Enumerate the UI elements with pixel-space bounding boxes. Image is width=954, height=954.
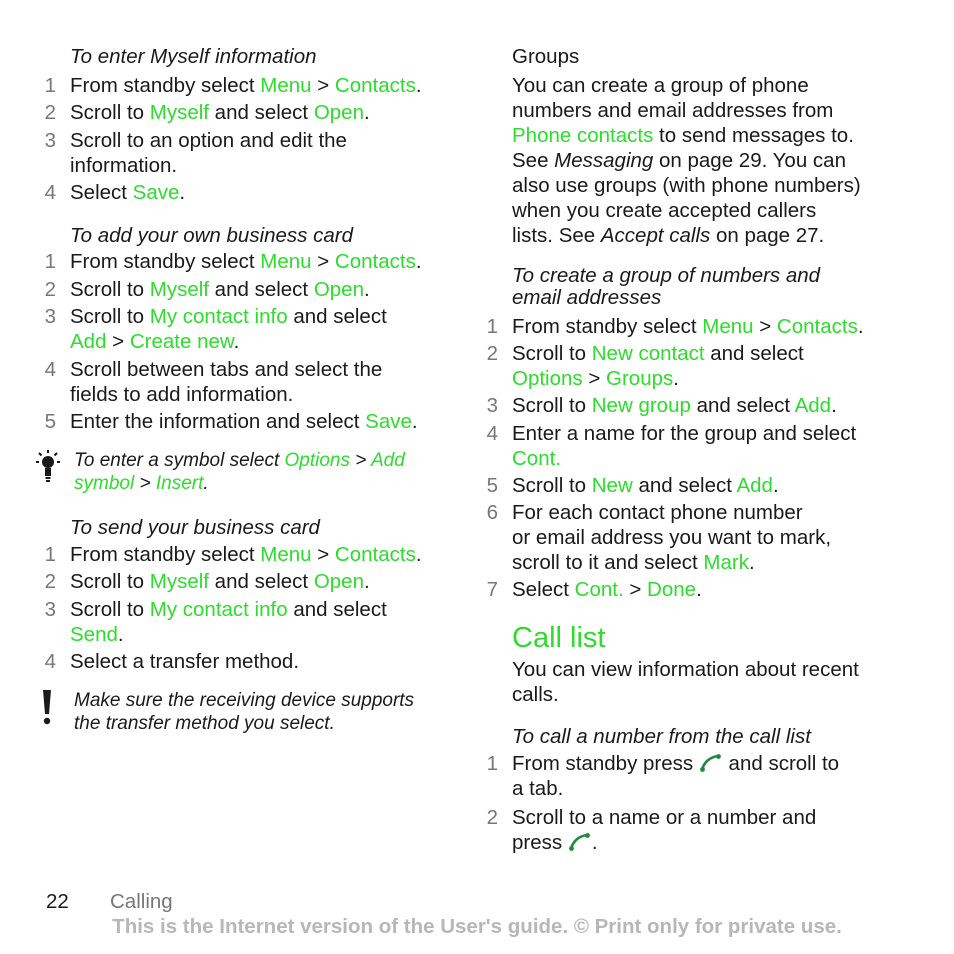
punct: . [696,578,702,601]
note-text: Make sure the receiving device supports [74,690,415,711]
phone-contacts-link: Phone contacts [512,124,654,147]
step-number: 1 [44,250,56,273]
call-list-paragraph [512,657,859,707]
myself-link: Myself [149,570,209,593]
step-text: Enter a name for the group and select [512,422,857,445]
punct: . [415,250,422,273]
step-text: and select [704,342,804,365]
step-text: Scroll to [70,305,150,328]
warning-note [74,689,414,735]
call-list-title: Call list [512,622,606,654]
mark-link: Mark [703,551,749,574]
new-contact-link: New contact [591,342,705,365]
call-key-icon [699,754,723,772]
step-text: Scroll to a name or a number and [512,806,817,829]
step-text: and select [287,305,387,328]
punct: . [233,330,240,353]
open-link: Open [313,278,364,301]
punct: . [411,410,418,433]
step-text: fields to add information. [70,383,294,406]
step-text: or email address you want to mark, [512,526,832,549]
heading-business-card: To add your own business card [70,224,353,247]
step-text: Scroll to [512,342,592,365]
step-text: From standby select [70,250,261,273]
punct: . [748,551,755,574]
done-link: Done [647,578,697,601]
step-text: information. [70,154,178,177]
my-contact-info-link: My contact info [149,598,288,621]
step-number: 4 [44,181,56,204]
accept-calls-reference: Accept calls [600,224,711,247]
exclamation-icon [40,690,54,726]
add-link: Add [370,450,405,471]
paragraph-text: calls. [512,683,559,706]
contacts-link: Contacts [334,543,416,566]
punct: . [415,543,422,566]
step-number: 7 [486,578,498,601]
paragraph-text: numbers and email addresses from [512,99,834,122]
step-number: 2 [44,278,56,301]
groups-paragraph [512,73,861,248]
step-number: 1 [44,543,56,566]
step-text: press [512,831,568,854]
heading-call-from-list: To call a number from the call list [512,725,811,748]
step-text: From standby select [70,74,261,97]
heading-line: To create a group of numbers and [512,264,821,287]
save-link: Save [132,181,180,204]
add-link: Add [736,474,773,497]
step-number: 2 [44,570,56,593]
step-number: 6 [486,501,498,524]
step-text: and select [632,474,737,497]
step-text: Scroll to [70,101,150,124]
cont-link: Cont. [574,578,624,601]
paragraph-text: also use groups (with phone numbers) [512,174,861,197]
paragraph-text: You can create a group of phone [512,74,809,97]
step-text: and select [208,570,314,593]
paragraph-text: when you create accepted callers [512,199,817,222]
myself-link: Myself [149,101,209,124]
step-text: Scroll to [512,474,592,497]
section-name: Calling [110,890,173,913]
step-text: Scroll to [70,278,150,301]
contacts-link: Contacts [334,74,416,97]
new-link: New [591,474,633,497]
punct: . [772,474,779,497]
step-text: Scroll between tabs and select the [70,358,383,381]
step-text: Select [70,181,133,204]
myself-link: Myself [149,278,209,301]
separator: > [134,473,156,494]
my-contact-info-link: My contact info [149,305,288,328]
separator: > [753,315,777,338]
tip-note [74,449,405,495]
add-link: Add [794,394,832,417]
step-text: a tab. [512,777,564,800]
paragraph-text: to send messages to. [653,124,854,147]
step-text: Scroll to [70,598,150,621]
punct: . [363,101,370,124]
disclaimer: This is the Internet version of the User's guide. © Print only for private use. [112,915,842,938]
new-group-link: New group [591,394,691,417]
menu-link: Menu [260,250,312,273]
punct: . [831,394,837,417]
step-text: Select [512,578,575,601]
call-key-icon [568,833,592,851]
step-text: and select [208,278,314,301]
step-text: Select a transfer method. [70,650,300,673]
create-new-link: Create new [129,330,234,353]
options-link: Options [512,367,583,390]
step-number: 3 [44,598,56,621]
step-number: 1 [44,74,56,97]
options-link: Options [284,450,350,471]
open-link: Open [313,101,364,124]
punct: . [591,831,598,854]
note-text: the transfer method you select. [74,713,335,734]
step-text: Enter the information and select [70,410,366,433]
step-text: Scroll to [512,394,592,417]
heading-myself-info: To enter Myself information [70,45,317,68]
page-number: 22 [46,890,69,913]
step-text: and select [287,598,387,621]
messaging-reference: Messaging [554,149,654,172]
step-number: 2 [44,101,56,124]
open-link: Open [313,570,364,593]
punct: . [179,181,186,204]
punct: . [415,74,422,97]
step-text: Scroll to [70,570,150,593]
separator: > [582,367,607,390]
contacts-link: Contacts [334,250,416,273]
separator: > [623,578,648,601]
paragraph-text: lists. See [512,224,601,247]
add-link: Add [70,330,107,353]
cont-link: Cont. [512,447,561,470]
step-number: 4 [44,358,56,381]
heading-line: email addresses [512,286,662,309]
step-number: 3 [44,129,56,152]
insert-link: Insert [155,473,204,494]
step-text: From standby select [512,315,703,338]
separator: > [350,450,371,471]
paragraph-text: on page 27. [710,224,825,247]
punct: . [117,623,124,646]
step-number: 4 [44,650,56,673]
step-number: 2 [486,806,498,829]
step-number: 2 [486,342,498,365]
step-number: 5 [44,410,56,433]
punct: . [673,367,679,390]
paragraph-text: You can view information about recent [512,658,859,681]
step-text: and scroll to [722,752,840,775]
menu-link: Menu [260,543,312,566]
step-text: and select [690,394,795,417]
separator: > [311,74,335,97]
paragraph-text: See [512,149,555,172]
step-text: From standby select [70,543,261,566]
save-link: Save [365,410,412,433]
step-number: 3 [486,394,498,417]
step-text: Scroll to an option and edit the [70,129,347,152]
paragraph-text: on page 29. You can [653,149,846,172]
contacts-link: Contacts [776,315,858,338]
menu-link: Menu [260,74,312,97]
heading-send-card: To send your business card [70,516,320,539]
step-number: 3 [44,305,56,328]
groups-title: Groups [512,45,580,68]
punct: . [363,278,370,301]
step-text: scroll to it and select [512,551,704,574]
heading-create-group [512,265,820,309]
punct: . [857,315,864,338]
step-text: For each contact phone number [512,501,803,524]
note-text: To enter a symbol select [74,450,285,471]
punct: . [203,473,209,494]
punct: . [363,570,370,593]
lightbulb-icon [34,450,62,484]
menu-link: Menu [702,315,754,338]
separator: > [311,543,335,566]
send-link: Send [70,623,118,646]
step-number: 1 [486,315,498,338]
separator: > [106,330,130,353]
step-number: 5 [486,474,498,497]
separator: > [311,250,335,273]
step-number: 1 [486,752,498,775]
groups-link: Groups [606,367,674,390]
step-text: From standby press [512,752,699,775]
step-text: and select [208,101,314,124]
step-number: 4 [486,422,498,445]
symbol-link: symbol [74,473,135,494]
